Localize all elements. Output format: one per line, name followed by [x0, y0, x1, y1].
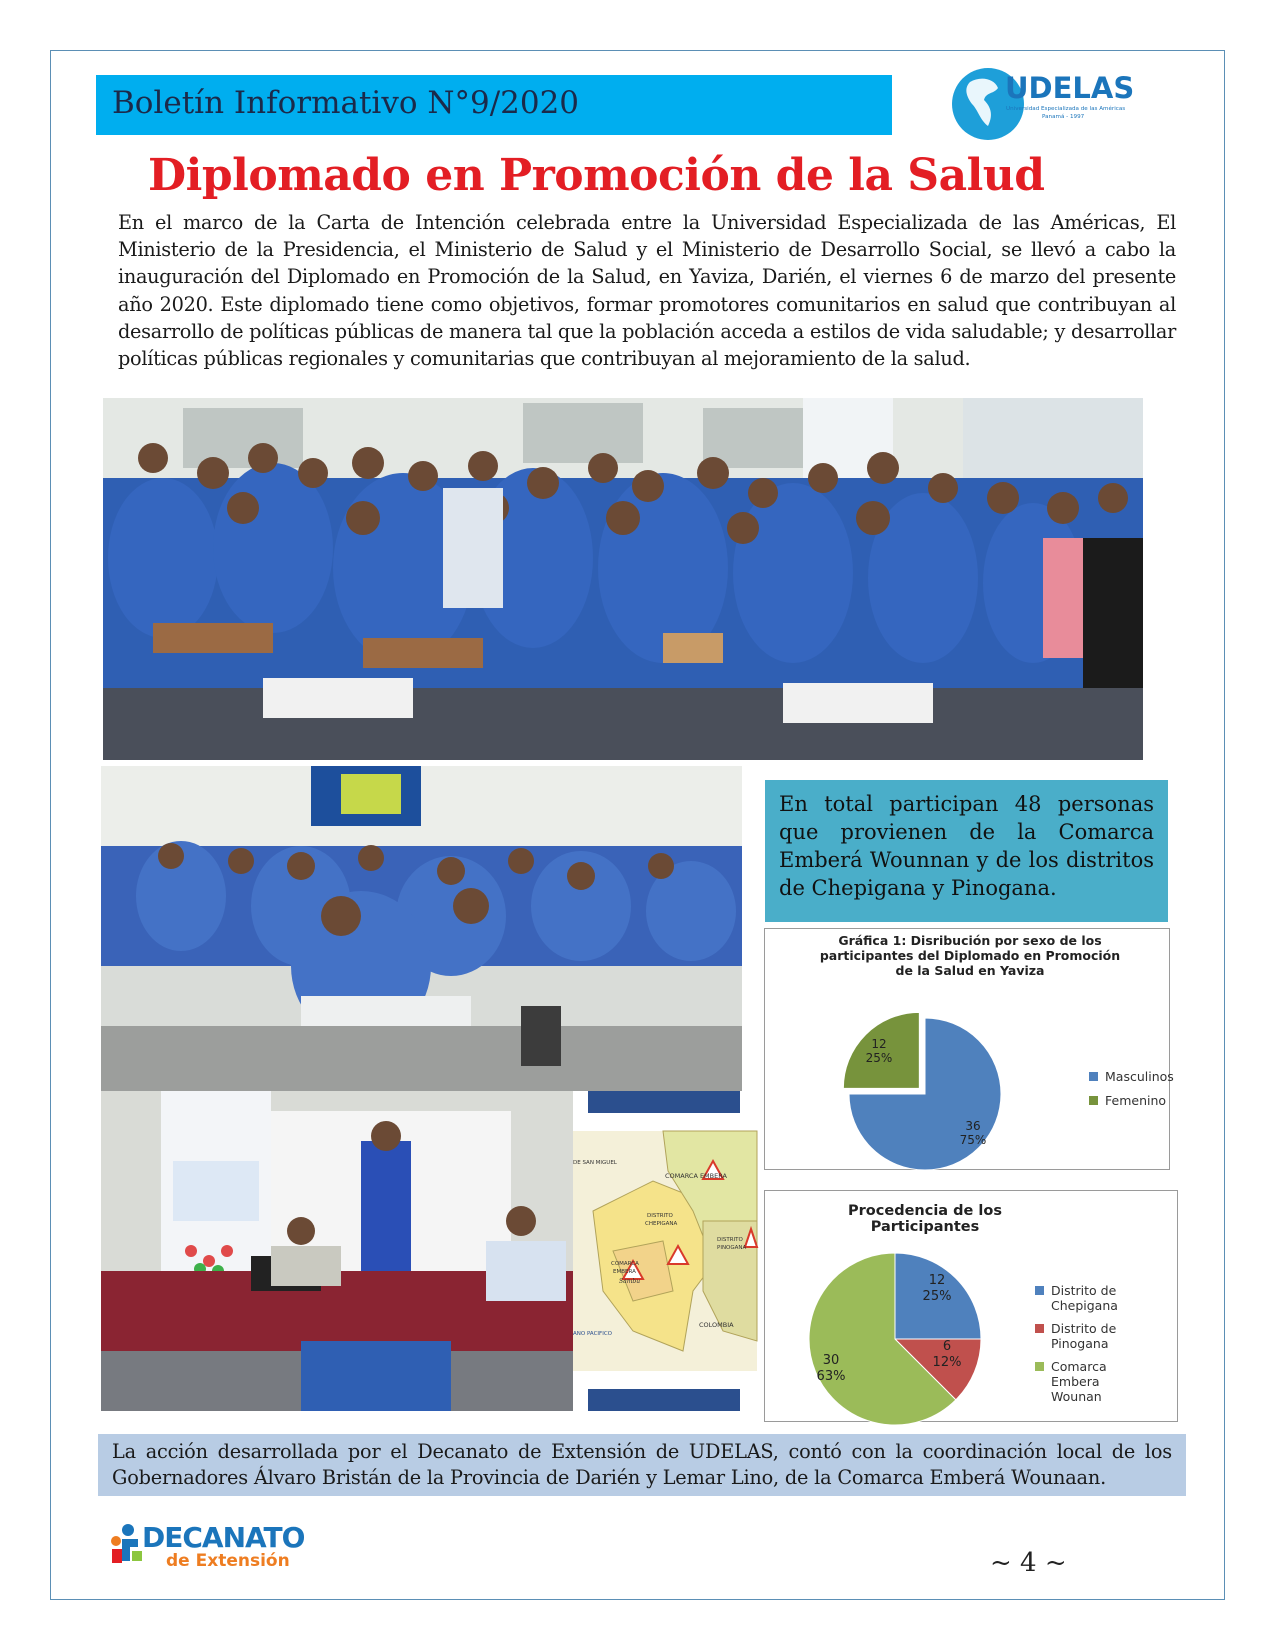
chart1-title: Gráfica 1: Disribución por sexo de los participantes del Diplomado en Promoción de la Salud en Yaviza — [819, 933, 1121, 978]
svg-text:DISTRITO: DISTRITO — [647, 1213, 673, 1219]
bulletin-header-bar — [96, 75, 892, 135]
chart2-slice-label-comarca: 30 63% — [816, 1353, 846, 1384]
chart1-slice-label-femenino: 12 25% — [865, 1037, 893, 1065]
udelas-logo — [950, 60, 1135, 142]
svg-text:EMBERA: EMBERA — [613, 1269, 636, 1275]
svg-text:DE SAN MIGUEL: DE SAN MIGUEL — [573, 1160, 617, 1166]
svg-text:UDELAS: UDELAS — [1005, 71, 1135, 105]
footer-note: La acción desarrollada por el Decanato de Extensión de UDELAS, contó con la coordinación local de los Gobernadores Álvaro Bristán de la Provincia de Darién y Lemar Lino, de la Comarca Emberá Wounaan. — [98, 1434, 1186, 1496]
participants-callout: En total participan 48 personas que provienen de la Comarca Emberá Wounnan y de los distritos de Chepigana y Pinogana. — [765, 780, 1168, 922]
group-photo — [103, 398, 1143, 760]
chart2-slice-label-chepigana: 12 25% — [922, 1273, 952, 1304]
chart2-legend-chepigana: Distrito de Chepigana — [1035, 1283, 1175, 1313]
svg-text:Sambu: Sambu — [619, 1278, 641, 1285]
chart1-legend-masculinos: Masculinos — [1089, 1069, 1174, 1084]
svg-text:Panamá - 1997: Panamá - 1997 — [1042, 114, 1085, 120]
region-map — [573, 1091, 757, 1411]
chart2-title: Procedencia de los Participantes — [848, 1203, 1002, 1235]
classroom-photo — [101, 766, 742, 1091]
page-number: ~ 4 ~ — [990, 1548, 1067, 1578]
svg-text:CHEPIGANA: CHEPIGANA — [645, 1221, 678, 1227]
chart2-legend-comarca: Comarca Embera Wounan — [1035, 1359, 1145, 1404]
chart-participant-origin — [764, 1190, 1178, 1422]
chart1-legend-femenino: Femenino — [1089, 1093, 1166, 1108]
chart-sex-distribution — [764, 928, 1174, 1170]
svg-text:DISTRITO: DISTRITO — [717, 1237, 743, 1243]
svg-text:COMARCA EMBERA: COMARCA EMBERA — [665, 1172, 727, 1180]
article-title: Diplomado en Promoción de la Salud — [148, 150, 1045, 201]
svg-text:ANO PACIFICO: ANO PACIFICO — [573, 1331, 613, 1337]
decanato-logo-line2: de Extensión — [166, 1551, 290, 1571]
chart1-slice-label-masculinos: 36 75% — [959, 1119, 987, 1147]
svg-text:COLOMBIA: COLOMBIA — [699, 1321, 734, 1329]
decanato-logo-line1: DECANATO — [142, 1521, 305, 1554]
chart2-slice-label-pinogana: 6 12% — [932, 1339, 962, 1370]
presenter-photo — [101, 1091, 573, 1411]
svg-text:PINOGANA: PINOGANA — [717, 1245, 747, 1251]
svg-text:Universidad Especializada de l: Universidad Especializada de las Américas — [1006, 106, 1126, 112]
bulletin-title: Boletín Informativo N°9/2020 — [112, 85, 580, 121]
decanato-logo — [108, 1521, 305, 1581]
article-intro: En el marco de la Carta de Intención celebrada entre la Universidad Especializada de las Américas, El Ministerio de la Presidencia, el Ministerio de Salud y el Ministerio de Desarrollo Social, se llevó a cabo la inauguración del Diplomado en Promoción de la Salud, en Yaviza, Darién, el viernes 6 de marzo del presente año 2020. Este diplomado tiene como objetivos, formar promotores comunitarios en salud que contribuyan al desarrollo de políticas públicas de manera tal que la población acceda a estilos de vida saludable; y desarrollar políticas públicas regionales y comunitarias que contribuyan al mejoramiento de la salud. — [118, 211, 1176, 371]
svg-text:COMARCA: COMARCA — [611, 1261, 639, 1267]
chart2-legend-pinogana: Distrito de Pinogana — [1035, 1321, 1175, 1351]
